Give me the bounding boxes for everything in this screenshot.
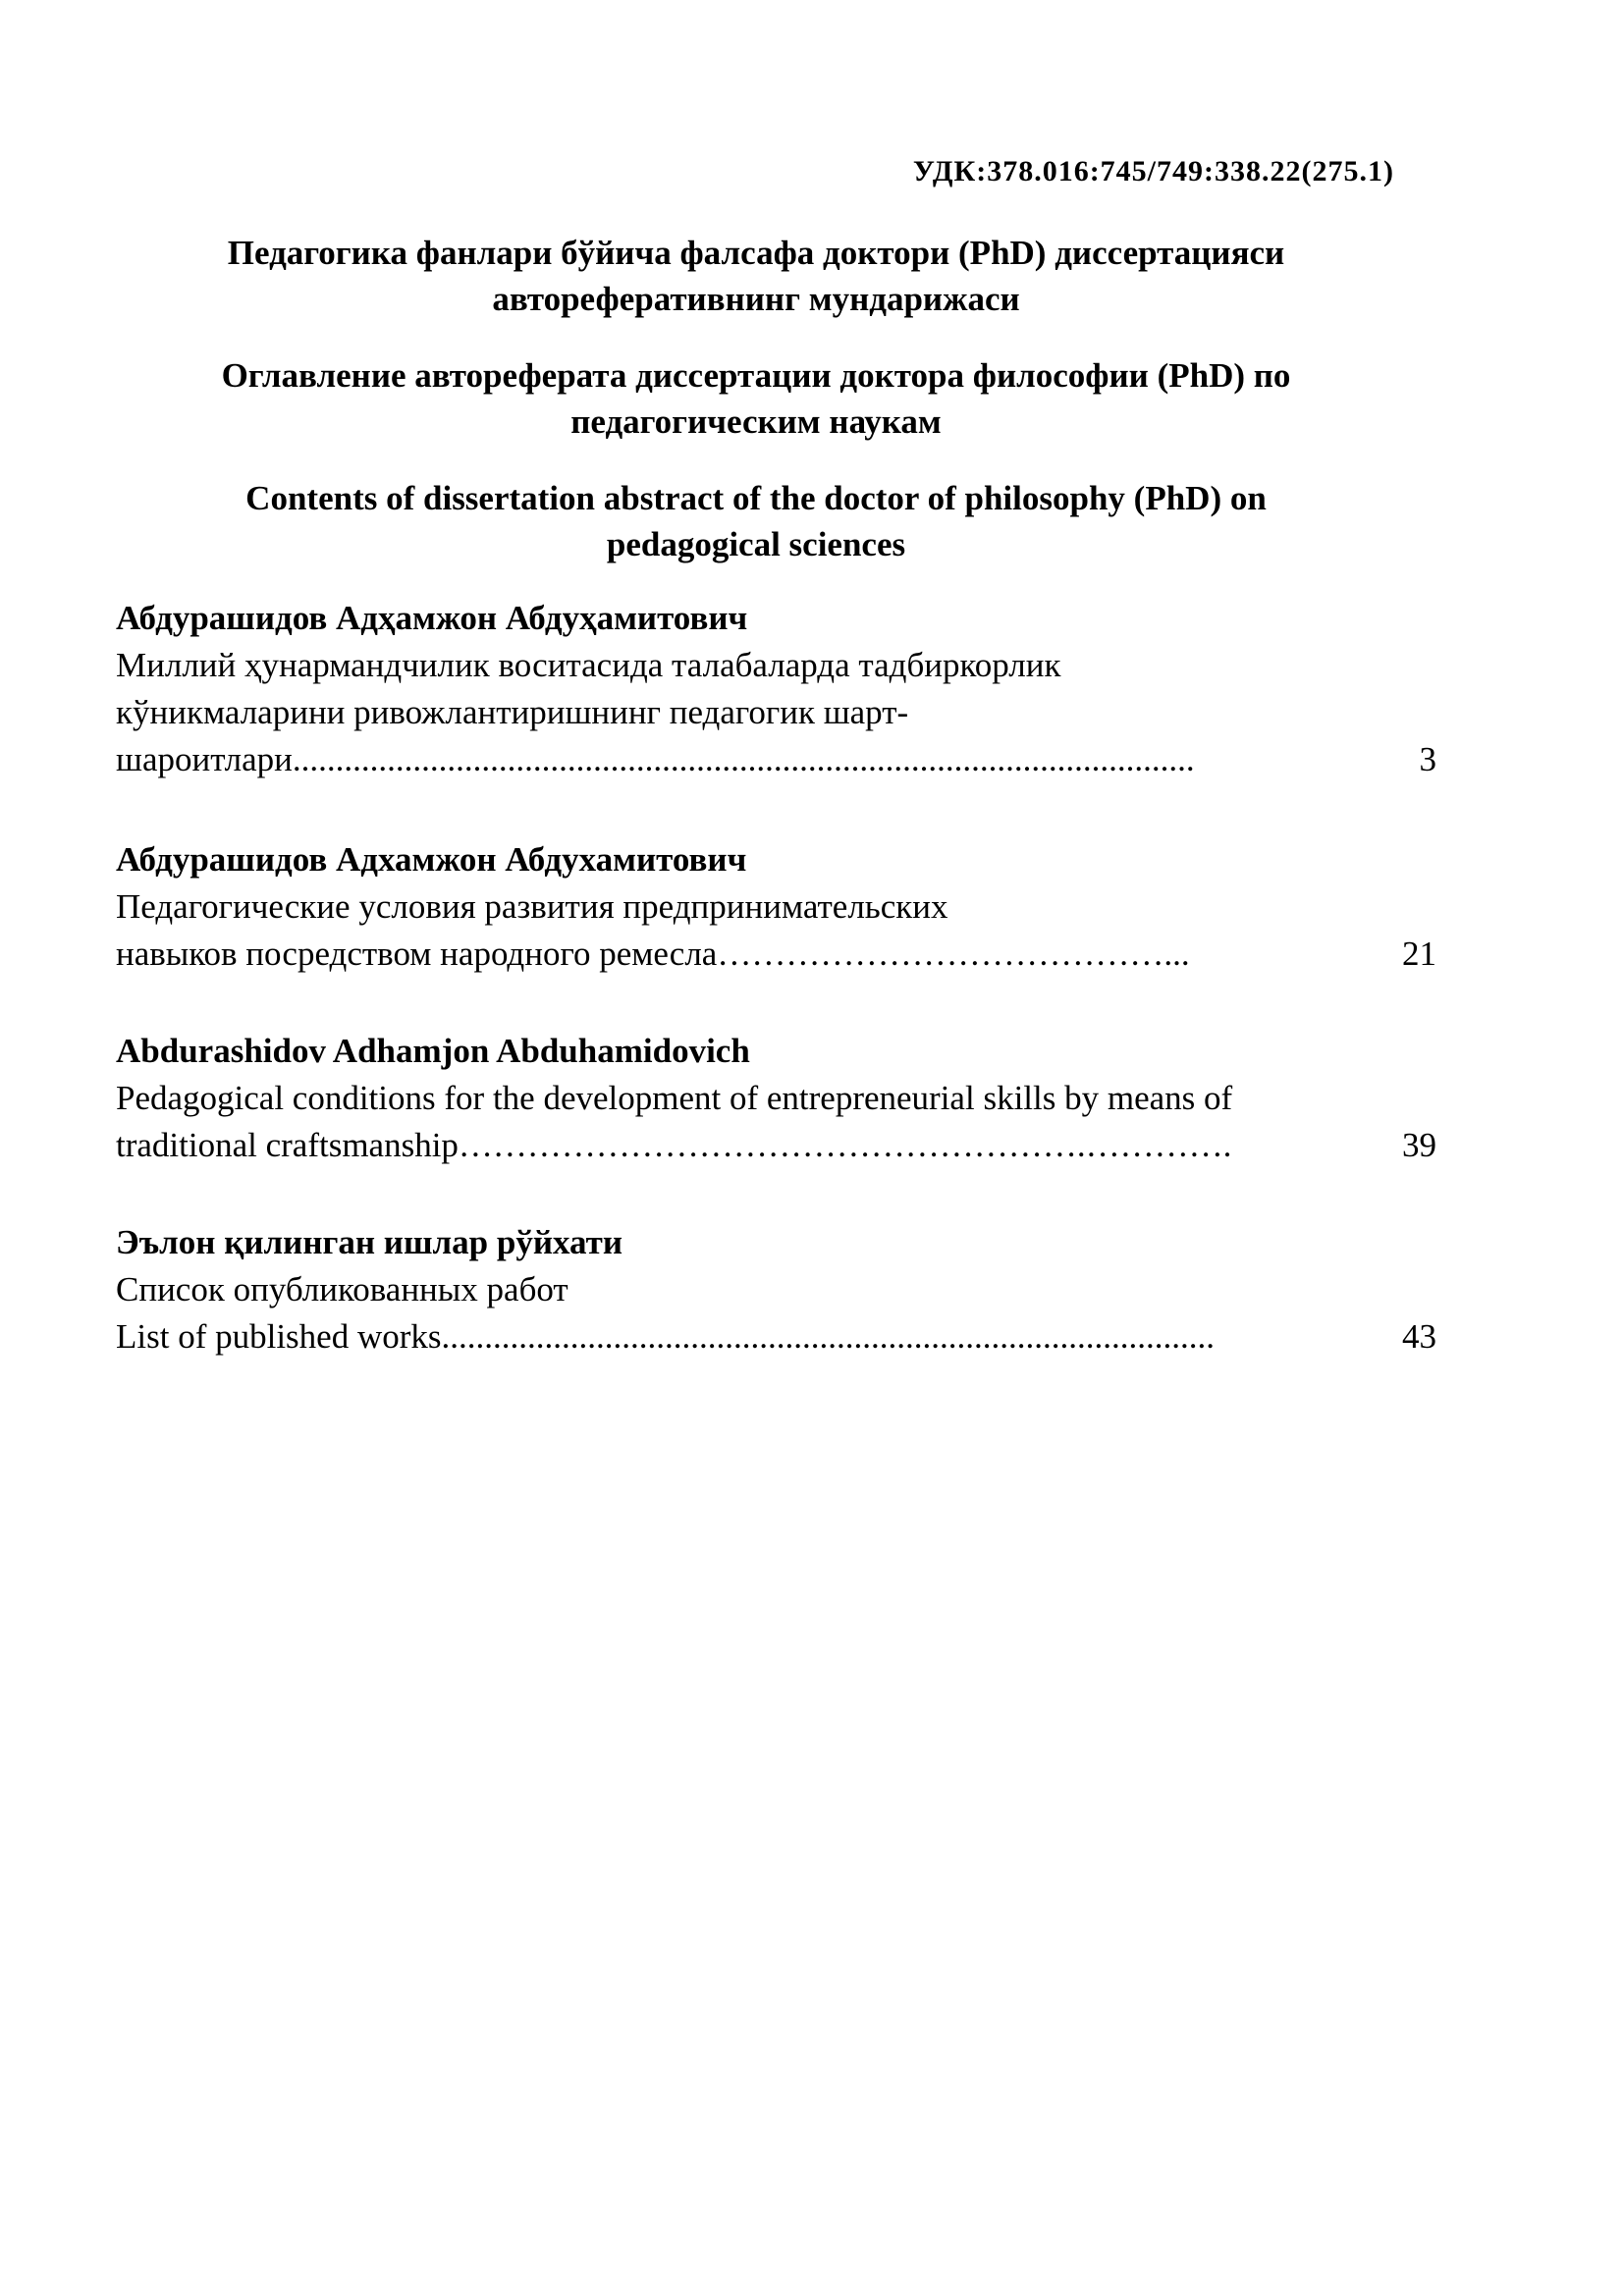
toc-entry-title-line: traditional craftsmanship……………………………………………….…………. (116, 1126, 1232, 1164)
heading-line: pedagogical sciences (606, 525, 906, 563)
toc-page-number: 39 (1402, 1126, 1436, 1164)
toc-entry-leader-line (116, 1122, 1436, 1169)
toc-entry-english-abstract (116, 1028, 1436, 1169)
toc-entry-title-line: List of published works.......................................................................................... (116, 1317, 1216, 1356)
toc-entry-title-line: навыков посредством народного ремесла…………………………………... (116, 934, 1190, 973)
toc-entry-uzbek-abstract (116, 595, 1436, 783)
toc-entry-russian-abstract (116, 836, 1436, 978)
toc-page-number: 43 (1402, 1317, 1436, 1356)
heading-russian (0, 352, 1512, 445)
toc-entry-published-works (116, 1219, 1436, 1361)
toc-entry-leader-line (116, 931, 1436, 978)
udk-code: УДК:378.016:745/749:338.22(275.1) (912, 155, 1394, 187)
toc-entry-title-line: Pedagogical conditions for the development of entrepreneurial skills by means of (116, 1079, 1233, 1117)
heading-line: Педагогика фанлари бўйича фалсафа доктори (PhD) диссертацияси (227, 234, 1285, 272)
toc-entry-author: Абдурашидов Адхамжон Абдухамитович (116, 840, 747, 879)
toc-entry-title-line: кўникмаларини ривожлантиришнинг педагогик шарт- (116, 693, 909, 731)
toc-entry-author: Абдурашидов Адҳамжон Абдуҳамитович (116, 599, 748, 637)
toc-entry-title-line: Миллий ҳунармандчилик воситасида талабаларда тадбиркорлик (116, 646, 1061, 684)
toc-page-number: 3 (1419, 740, 1436, 778)
toc-entry-leader-line (116, 1313, 1436, 1361)
toc-entry-leader-line (116, 736, 1436, 783)
toc-entry-author: Abdurashidov Adhamjon Abduhamidovich (116, 1032, 750, 1070)
heading-english (0, 475, 1512, 567)
toc-entry-title-line: Педагогические условия развития предпринимательских (116, 887, 948, 926)
toc-page-number: 21 (1402, 934, 1436, 973)
heading-uzbek (0, 230, 1512, 322)
heading-line: Оглавление автореферата диссертации доктора философии (PhD) по (221, 356, 1291, 395)
heading-line: автореферативнинг мундарижаси (492, 280, 1020, 318)
toc-entry-author: Эълон қилинган ишлар рўйхати (116, 1223, 622, 1261)
toc-entry-title-line: Список опубликованных работ (116, 1270, 568, 1308)
heading-line: педагогическим наукам (570, 402, 942, 441)
heading-line: Contents of dissertation abstract of the doctor of philosophy (PhD) on (245, 479, 1267, 517)
toc-entry-title-line: шароитлари......................................................................................................... (116, 740, 1195, 778)
